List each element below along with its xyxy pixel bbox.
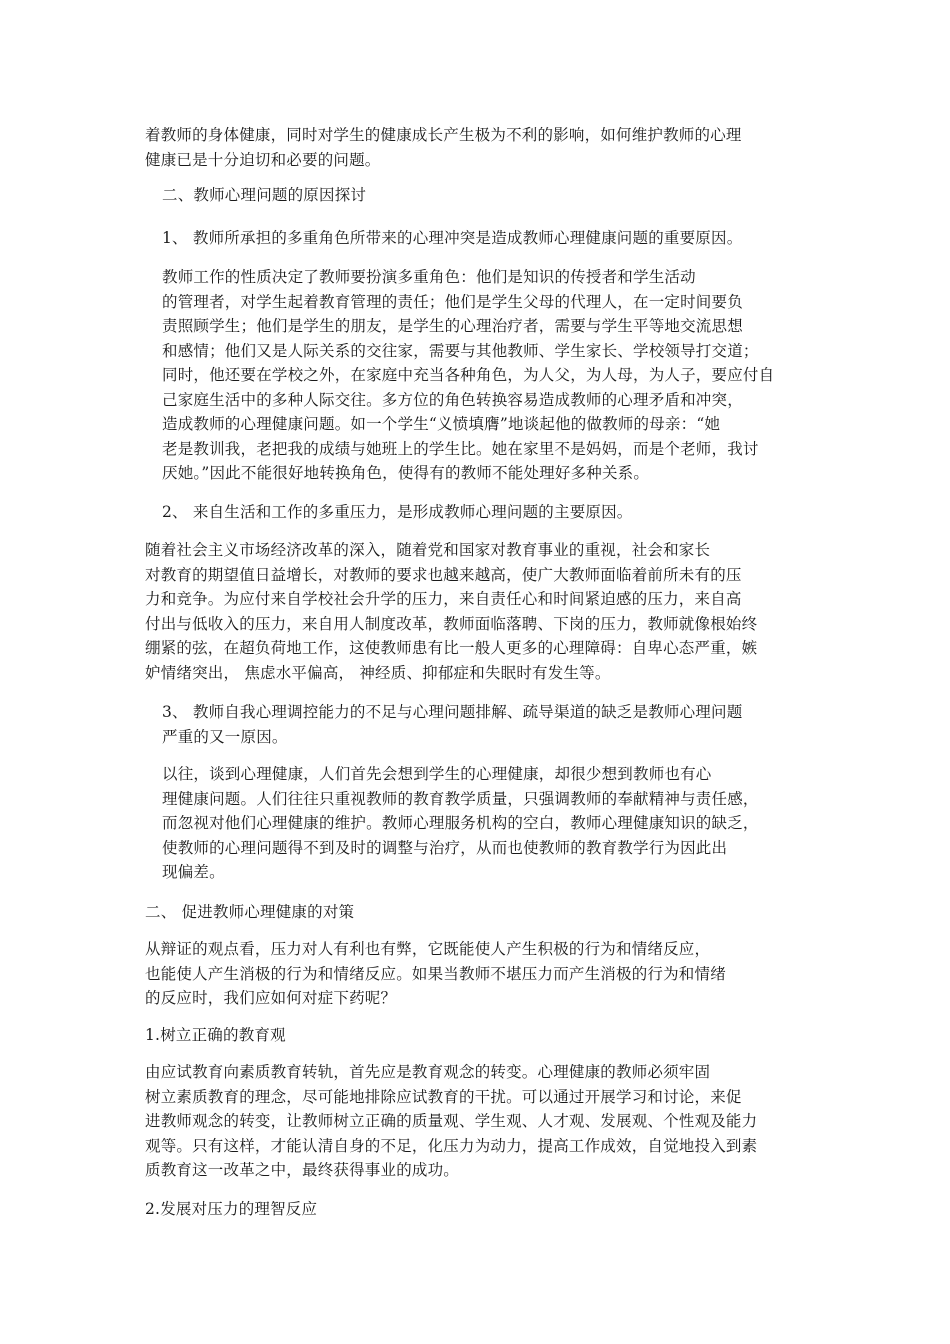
text-line: 老是教训我，老把我的成绩与她班上的学生比。她在家里不是妈妈，而是个老师，我讨 [162, 439, 759, 458]
text-line: 由应试教育向素质教育转轨，首先应是教育观念的转变。心理健康的教师必须牢固 [145, 1063, 711, 1081]
paragraph [145, 1023, 785, 1048]
text-line: 同时，他还要在学校之外，在家庭中充当各种角色，为人父，为人母，为人子，要应付自 [162, 366, 775, 384]
text-line: 进教师观念的转变，让教师树立正确的质量观、学生观、人才观、发展观、个性观及能力 [145, 1112, 758, 1130]
text-line: 2.发展对压力的理智反应 [145, 1200, 318, 1218]
text-line: 从辩证的观点看，压力对人有利也有弊，它既能使人产生积极的行为和情绪反应， [145, 940, 711, 958]
text-line: 1.树立正确的教育观 [145, 1026, 286, 1044]
text-line: 观等。只有这样，才能认清自身的不足，化压力为动力，提高工作成效，自觉地投入到素 [145, 1136, 758, 1155]
paragraph [162, 265, 787, 486]
paragraph [145, 538, 785, 685]
text-line: 也能使人产生消极的行为和情绪反应。如果当教师不堪压力而产生消极的行为和情绪 [145, 964, 726, 983]
text-line: 严重的又一原因。 [162, 727, 288, 746]
text-line: 着教师的身体健康，同时对学生的健康成长产生极为不利的影响，如何维护教师的心理 [145, 126, 742, 144]
text-line: 使教师的心理问题得不到及时的调整与治疗，从而也使教师的教育教学行为因此出 [162, 838, 728, 857]
text-line: 随着社会主义市场经济改革的深入，随着党和国家对教育事业的重视，社会和家长 [145, 541, 711, 559]
paragraph [162, 500, 787, 525]
text-line: 健康已是十分迫切和必要的问题。 [145, 150, 381, 169]
text-line: 的反应时，我们应如何对症下药呢？ [145, 989, 397, 1007]
text-line: 而忽视对他们心理健康的维护。教师心理服务机构的空白，教师心理健康知识的缺乏， [162, 814, 759, 832]
paragraph [145, 1060, 785, 1183]
text-line: 树立素质教育的理念，尽可能地排除应试教育的干扰。可以通过开展学习和讨论，来促 [145, 1087, 742, 1106]
text-line: 现偏差。 [162, 863, 225, 881]
text-line: 和感情；他们又是人际关系的交往家，需要与其他教师、学生家长、学校领导打交道； [162, 341, 759, 360]
paragraph [145, 1197, 785, 1222]
text-line: 力和竞争。为应付来自学校社会升学的压力，来自责任心和时间紧迫感的压力，来自高 [145, 590, 742, 608]
text-line: 厌她。”因此不能很好地转换角色，使得有的教师不能处理好多种关系。 [162, 464, 650, 482]
paragraph [162, 762, 787, 885]
text-line: 妒情绪突出， 焦虑水平偏高， 神经质、抑郁症和失眠时有发生等。 [145, 663, 611, 682]
paragraph [162, 183, 787, 208]
text-line: 教师工作的性质决定了教师要扮演多重角色：他们是知识的传授者和学生活动 [162, 268, 696, 286]
text-line: 二、 促进教师心理健康的对策 [145, 903, 355, 921]
paragraph [162, 226, 787, 251]
text-line: 1、 教师所承担的多重角色所带来的心理冲突是造成教师心理健康问题的重要原因。 [162, 229, 743, 247]
text-line: 二、教师心理问题的原因探讨 [162, 186, 367, 204]
text-line: 对教育的期望值日益增长，对教师的要求也越来越高，使广大教师面临着前所未有的压 [145, 565, 742, 584]
text-line: 付出与低收入的压力，来自用人制度改革，教师面临落聘、下岗的压力，教师就像根始终 [145, 614, 758, 633]
text-line: 的管理者，对学生起着教育管理的责任；他们是学生父母的代理人，在一定时间要负 [162, 292, 743, 311]
text-line: 理健康问题。人们往往只重视教师的教育教学质量，只强调教师的奉献精神与责任感， [162, 789, 759, 808]
text-line: 2、 来自生活和工作的多重压力，是形成教师心理问题的主要原因。 [162, 503, 633, 521]
text-line: 以往，谈到心理健康，人们首先会想到学生的心理健康，却很少想到教师也有心 [162, 765, 712, 783]
text-line: 己家庭生活中的多种人际交往。多方位的角色转换容易造成教师的心理矛盾和冲突， [162, 390, 743, 409]
paragraph [162, 700, 787, 749]
paragraph [145, 937, 785, 1011]
paragraph [145, 900, 785, 925]
text-line: 造成教师的心理健康问题。如一个学生“义愤填膺”地谈起他的做教师的母亲：“她 [162, 415, 721, 433]
text-line: 3、 教师自我心理调控能力的不足与心理问题排解、疏导渠道的缺乏是教师心理问题 [162, 703, 743, 721]
text-line: 绷紧的弦，在超负荷地工作，这使教师患有比一般人更多的心理障碍：自卑心态严重，嫉 [145, 639, 758, 657]
paragraph [145, 123, 785, 172]
text-line: 责照顾学生；他们是学生的朋友，是学生的心理治疗者，需要与学生平等地交流思想 [162, 317, 743, 335]
text-line: 质教育这一改革之中，最终获得事业的成功。 [145, 1161, 460, 1179]
